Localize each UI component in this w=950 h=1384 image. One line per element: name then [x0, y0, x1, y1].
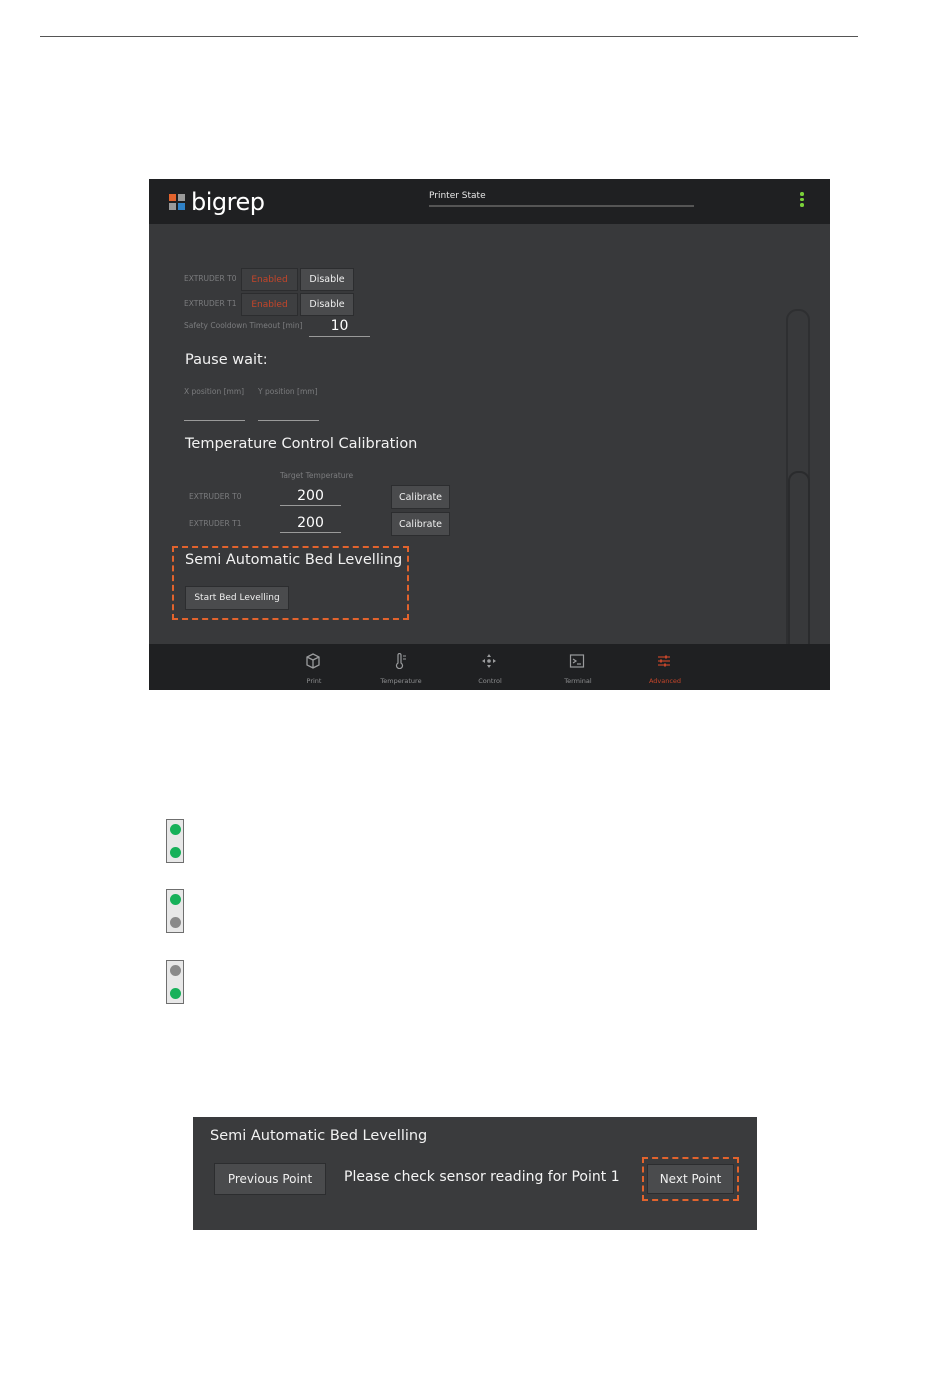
nav-control-label: Control [478, 677, 502, 685]
led-top-icon [170, 965, 181, 976]
target-temperature-label: Target Temperature [280, 471, 354, 480]
nav-terminal-label: Terminal [564, 677, 592, 685]
y-position-label: Y position [mm] [258, 387, 318, 396]
printer-advanced-screen [149, 179, 830, 690]
x-position-label: X position [mm] [184, 387, 245, 396]
calib-t1-input[interactable]: 200 [280, 515, 341, 533]
previous-point-button[interactable]: Previous Point [214, 1163, 326, 1195]
thermometer-icon [392, 653, 408, 669]
printer-state-label: Printer State [429, 191, 486, 201]
logo-text: bigrep [191, 188, 265, 216]
extruder-t0-label: EXTRUDER T0 [184, 274, 237, 283]
safety-cooldown-label: Safety Cooldown Timeout [min] [184, 321, 303, 330]
sliders-icon [656, 653, 672, 669]
led-bottom-icon [170, 847, 181, 858]
kebab-menu-icon[interactable] [799, 192, 805, 209]
led-indicator-bottom-green [166, 960, 184, 1004]
nav-temperature[interactable] [366, 644, 436, 690]
move-arrows-icon [481, 653, 497, 669]
nav-print-label: Print [306, 677, 322, 685]
calib-t0-input[interactable]: 200 [280, 488, 341, 506]
nav-advanced-label: Advanced [648, 677, 682, 685]
advanced-settings-panel [149, 224, 830, 644]
sensor-reading-message: Please check sensor reading for Point 1 [344, 1169, 620, 1185]
extruder-t1-label: EXTRUDER T1 [184, 299, 237, 308]
nav-advanced[interactable] [630, 644, 700, 690]
pause-wait-title: Pause wait: [185, 352, 268, 368]
nav-terminal[interactable] [543, 644, 613, 690]
led-indicator-both-green [166, 819, 184, 863]
printer-state-progress [429, 205, 694, 207]
bottom-nav [149, 644, 830, 690]
nav-control[interactable] [455, 644, 525, 690]
next-point-button[interactable]: Next Point [647, 1164, 734, 1194]
safety-cooldown-input[interactable]: 10 [309, 318, 370, 337]
bigrep-logo [169, 188, 264, 216]
dialog-title: Semi Automatic Bed Levelling [210, 1128, 428, 1144]
calib-t1-label: EXTRUDER T1 [189, 519, 242, 528]
nav-temperature-label: Temperature [380, 677, 422, 685]
bed-levelling-title: Semi Automatic Bed Levelling [185, 552, 403, 568]
start-bed-levelling-button[interactable]: Start Bed Levelling [185, 586, 289, 610]
led-top-icon [170, 824, 181, 835]
logo-mark-icon [169, 194, 185, 210]
bed-levelling-dialog [193, 1117, 757, 1230]
calib-t0-button[interactable]: Calibrate [391, 485, 450, 509]
led-top-icon [170, 894, 181, 905]
extruder-t1-disable-button[interactable]: Disable [300, 293, 354, 316]
page-top-rule [40, 36, 858, 37]
scrollbar-thumb[interactable] [788, 471, 810, 655]
extruder-t1-enabled-button[interactable]: Enabled [241, 293, 298, 316]
cube-icon [305, 653, 321, 669]
nav-print[interactable] [279, 644, 349, 690]
led-indicator-top-green [166, 889, 184, 933]
extruder-t0-enabled-button[interactable]: Enabled [241, 268, 298, 291]
app-header [149, 179, 830, 224]
calib-t1-button[interactable]: Calibrate [391, 512, 450, 536]
calib-t0-label: EXTRUDER T0 [189, 492, 242, 501]
temp-calibration-title: Temperature Control Calibration [185, 436, 418, 452]
led-bottom-icon [170, 988, 181, 999]
y-position-input[interactable] [258, 420, 319, 421]
extruder-t0-disable-button[interactable]: Disable [300, 268, 354, 291]
led-bottom-icon [170, 917, 181, 928]
x-position-input[interactable] [184, 420, 245, 421]
terminal-icon [569, 653, 585, 669]
